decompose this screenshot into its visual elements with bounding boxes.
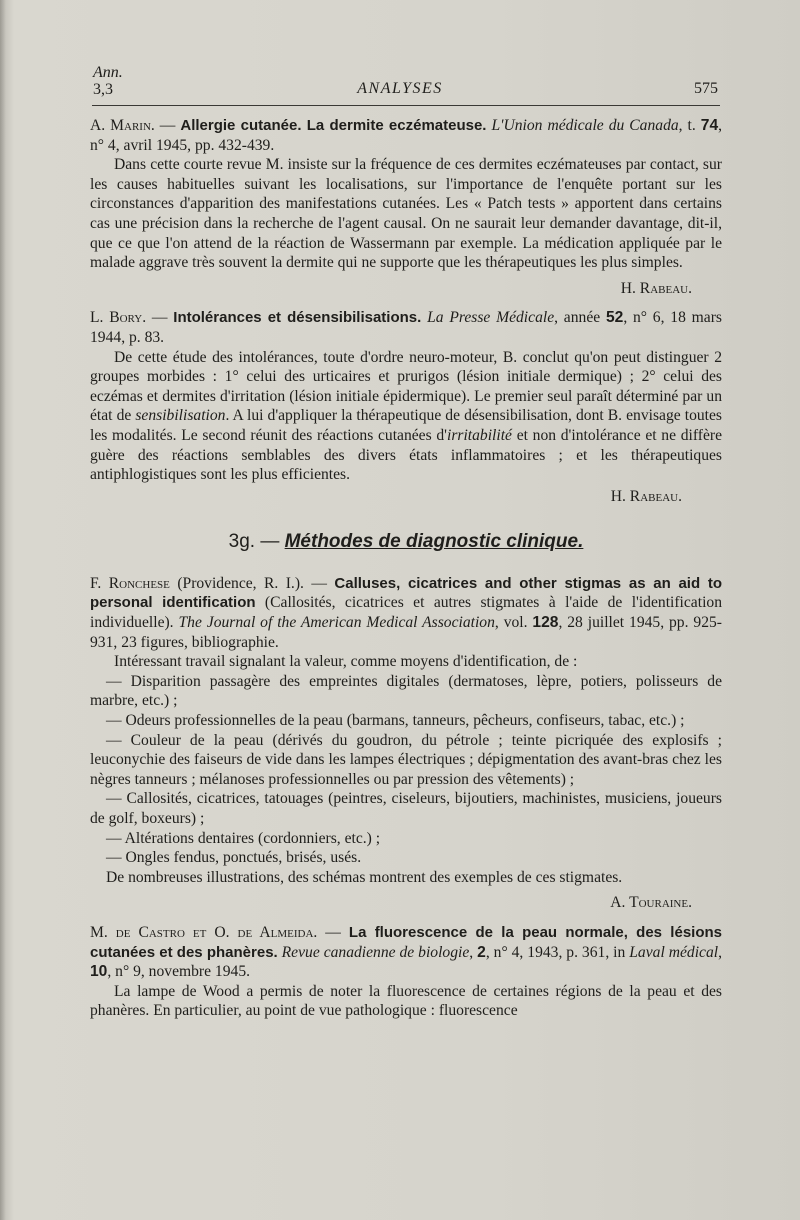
volume-number: 52 — [605, 309, 624, 327]
ref-details: , n° 4, avril 1945, pp. 432-439. — [90, 117, 723, 154]
abstract-marin — [90, 116, 722, 298]
abstract-text — [90, 348, 722, 485]
section-dash: — — [255, 531, 285, 553]
journal: Revue canadienne de biologie — [277, 943, 470, 961]
reference: A. Marin. — Allergie cutanée. La dermite eczémateuse. L'Union médicale du Canada, t. 74, n° 4, avril 1945, pp. 432-439. — [90, 117, 723, 154]
ref-details: , — [718, 943, 722, 961]
article-title: La fluorescence de la peau normale, des lésions cutanées et des phanères. — [90, 923, 722, 961]
ref-details: , n° 4, 1943, p. 361, in — [485, 943, 630, 961]
list-item: — Odeurs professionnelles de la peau (barmans, tanneurs, pêcheurs, confiseurs, tabac, etc.) ; — [106, 712, 685, 730]
ref-details: , t. — [678, 117, 701, 134]
abstract-text: La lampe de Wood a permis de noter la fluorescence de certaines régions de la peau et des phanères. En particulier, au point de vue pathologique : fluorescence — [90, 982, 722, 1020]
volume-number: 10 — [90, 963, 108, 981]
running-title: ANALYSES — [357, 80, 443, 97]
list-item: — Callosités, cicatrices, tatouages (peintres, ciseleurs, bijoutiers, machinistes, musiciens, joueurs de golf, boxeurs) ; — [90, 790, 722, 827]
reference — [90, 923, 722, 982]
abstract-intro: Intéressant travail signalant la valeur, comme moyens d'identification, de : — [114, 653, 578, 671]
abstract-ronchese — [90, 574, 722, 913]
text-run: . A lui d'appliquer la thérapeutique de désensibilisation, dont B. envisage toutes les modalités. Le second réunit des réactions cutanées d' — [90, 407, 722, 444]
section-number: 3g. — [228, 531, 256, 553]
text-run: De cette étude des intolérances, toute d'ordre neuro-moteur, B. conclut qu'on peut distinguer 2 groupes morbides : 1° celui des urticaires et prurigos (lésion initiale dermique) ; 2° celui des eczémas et dermites d'irritation (lésion initiale épidermique). Le premier seul paraît déterminé par un état de — [90, 348, 722, 425]
signature-text: H. Rabeau. — [610, 487, 682, 505]
article-title: Allergie cutanée. La dermite eczémateuse. — [180, 117, 487, 134]
signature-text: A. Touraine. — [610, 894, 692, 912]
section-heading — [90, 532, 722, 552]
author: L. Bory. — [90, 309, 147, 327]
ref-details: , 28 juillet 1945, pp. 925-931, 23 figures, bibliographie. — [90, 614, 722, 651]
list-item: — Disparition passagère des empreintes digitales (dermatoses, lèpre, potiers, polisseurs de marbre, etc.) ; — [90, 672, 722, 710]
ref-details: , — [469, 943, 478, 961]
article-title: Calluses, cicatrices and other stigmas as an aid to personal identification — [90, 574, 722, 612]
journal: The Journal of the American Medical Association — [178, 614, 495, 632]
abstract-castro — [90, 923, 722, 1021]
reference — [90, 574, 722, 652]
volume-label: 3,3 — [93, 81, 113, 98]
author: F. Ronchese — [90, 574, 170, 592]
signature — [90, 893, 722, 913]
volume-number: 2 — [477, 943, 486, 961]
ref-details: , année — [554, 309, 606, 327]
abstract-text: Dans cette courte revue M. insiste sur la fréquence de ces dermites eczémateuses par contact, sur les causes habituelles suivant les localisations, sur l'importance de l'enquête portant sur les circonstances d'apparition des manifestations cutanées. Les « Patch tests » apportent dans certains cas une précision dans la recherche de l'agent causal. On ne saurait leur demander davantage, dit-il, que ce que l'on attend de la réaction de Wassermann par exemple. La médication appliquée par le malade aggrave très souvent la dermite qui ne supporte que les thérapeutiques les plus simples. — [90, 156, 722, 272]
title-translation: (Callosités, cicatrices et autres stigmates à l'aide de l'identification individuelle). — [90, 594, 722, 632]
section-title: Méthodes de diagnostic clinique. — [284, 531, 584, 553]
ref-details: , n° 9, novembre 1945. — [107, 963, 251, 981]
journal: L'Union médicale du Canada — [491, 117, 679, 134]
signature-text: H. Rabeau. — [620, 279, 692, 297]
author: A. Marin. — [90, 117, 155, 134]
abstract-bory — [90, 308, 722, 506]
signature — [90, 487, 722, 507]
emphasis: irritabilité — [447, 426, 512, 444]
emphasis: sensibilisation — [135, 407, 226, 425]
volume-number: 74 — [700, 117, 719, 134]
authors: M. de Castro et O. de Almeida. — — [90, 923, 349, 941]
signature — [90, 279, 722, 299]
page-body — [90, 116, 722, 1031]
ref-details: , vol. — [494, 614, 533, 632]
list-item: — Couleur de la peau (dérivés du goudron, du pétrole ; teinte picriquée des explosifs ; leuconychie des faiseurs de vide dans les lampes électriques ; dépigmentation des avant-bras chez les nègres tanneurs ; mélanoses professionnelles ou par pression des vêtements) ; — [90, 731, 722, 788]
volume-number: 128 — [532, 614, 559, 632]
affiliation: (Providence, R. I.). — — [169, 574, 335, 592]
ref-details: , n° 6, 18 mars 1944, p. 83. — [90, 309, 722, 346]
abstract-closing: De nombreuses illustrations, des schémas montrent des exemples de ces stigmates. — [106, 868, 623, 886]
ann-label: Ann. — [93, 64, 123, 81]
article-title: Intolérances et désensibilisations. — [173, 309, 422, 327]
list-item: — Ongles fendus, ponctués, brisés, usés. — [106, 849, 362, 867]
text-run: et non d'intolérance et ne diffère guère des réactions semblables des divers états inflammatoires ; et les thérapeutiques antiphlogistiques sont les plus efficientes. — [90, 426, 722, 484]
header-rule — [92, 105, 720, 106]
reference: L. Bory. — Intolérances et désensibilisations. La Presse Médicale, année 52, n° 6, 18 mars 1944, p. 83. — [90, 309, 722, 346]
page-number: 575 — [694, 80, 718, 97]
journal: La Presse Médicale — [427, 309, 555, 327]
list-item: — Altérations dentaires (cordonniers, etc.) ; — [106, 829, 381, 847]
journal: Laval médical — [629, 943, 719, 961]
